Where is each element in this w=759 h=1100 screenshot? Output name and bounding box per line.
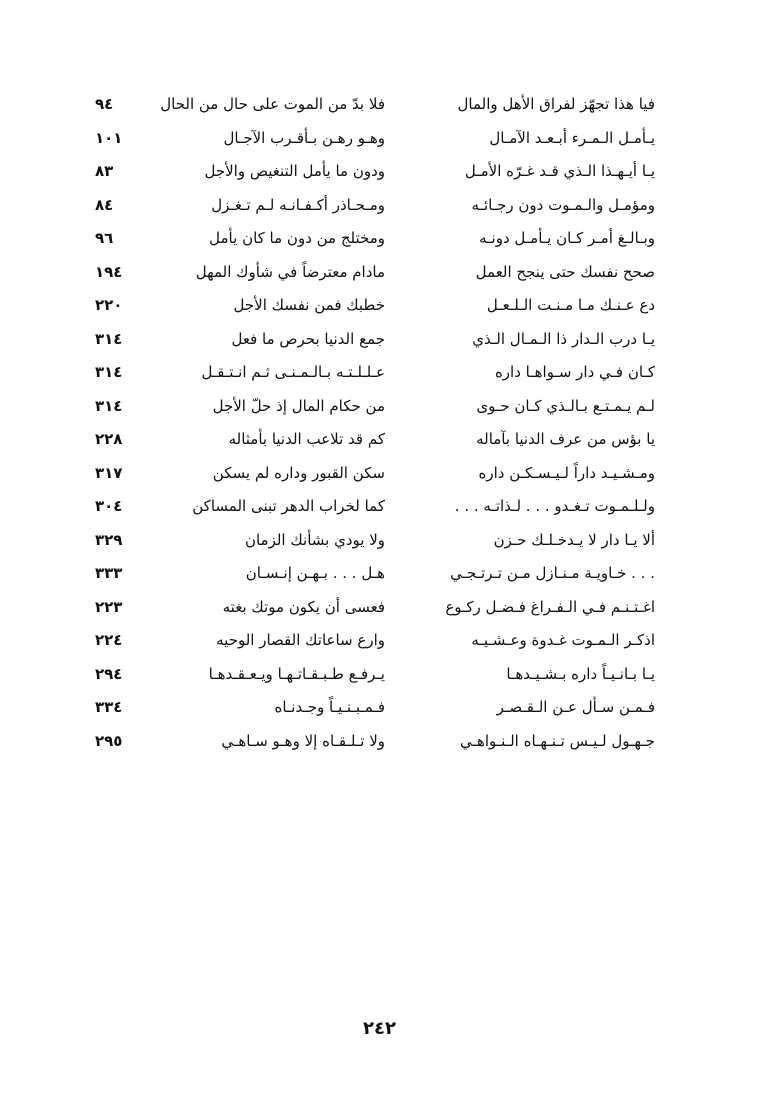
verse-line	[95, 222, 385, 256]
left-verse-column	[95, 88, 385, 758]
verse-text: ومـحـاذر أكـفـانـه لـم تـغـزل	[211, 195, 385, 214]
verse-line	[95, 725, 385, 759]
page-reference: ٣١٤	[95, 396, 123, 415]
page-number: ٢٤٢	[363, 1018, 396, 1039]
verse-text: يـا أيـهـذا الـذي قـد غـرّه الأمـل	[464, 162, 655, 180]
page-reference: ٩٤	[95, 95, 114, 113]
page-reference: ٣١٧	[95, 463, 123, 482]
verse-line	[95, 591, 385, 625]
verse-text: لـم يـمـتـع بـالـذي كـان حـوى	[476, 396, 655, 415]
verse-text: يـأمـل الـمـرء أبـعـد الآمـال	[489, 128, 655, 147]
page-reference: ٣٢٩	[95, 530, 123, 549]
verse-text: سكن القبور وداره لم يسكن	[212, 463, 385, 482]
verse-line	[415, 155, 655, 189]
verse-line	[415, 356, 655, 390]
page-reference: ٢٩٤	[95, 664, 123, 683]
verse-line	[95, 122, 385, 156]
verse-text: ولـلـمـوت تـغـدو . . . لـذاتـه . . .	[454, 497, 655, 515]
verse-text: كما لخراب الدهر تبنى المساكن	[192, 497, 385, 515]
verse-line	[415, 390, 655, 424]
verse-text: عـلـلـتـه بـالـمـنـى ثـم انـتـقـل	[201, 363, 385, 381]
page-reference: ١٩٤	[95, 262, 123, 281]
verse-line	[415, 222, 655, 256]
verse-text: هـل . . . بـهـن إنـسـان	[245, 564, 385, 582]
verse-text: ومـشـيـد داراً لـيـسـكـن داره	[478, 463, 655, 482]
verse-text: ومختلج من دون ما كان يأمل	[209, 229, 385, 247]
verse-line	[95, 155, 385, 189]
verse-text: ومؤمـل والـمـوت دون رجـائـه	[471, 195, 655, 214]
verse-line	[95, 289, 385, 323]
verse-text: ألا يـا دار لا يـدخـلـك حـزن	[493, 530, 655, 549]
verse-line	[415, 189, 655, 223]
verse-line	[95, 189, 385, 223]
verse-line	[415, 591, 655, 625]
verse-line	[95, 557, 385, 591]
verse-line	[95, 256, 385, 290]
verse-line	[95, 323, 385, 357]
verse-text: يـرفـع طـبـقـاتـهـا ويـعـقـدهـا	[208, 664, 385, 683]
verse-line	[415, 624, 655, 658]
page-reference: ٢٢٤	[95, 631, 123, 649]
verse-text: كـان فـي دار سـواهـا داره	[494, 363, 655, 381]
page-reference: ٢٢٨	[95, 430, 123, 448]
verse-line	[415, 122, 655, 156]
verse-line	[95, 691, 385, 725]
page-reference: ٣٣٤	[95, 698, 123, 716]
verse-text: يـا درب الـدار ذا الـمـال الـذي	[472, 329, 655, 348]
verse-line	[415, 289, 655, 323]
verse-text: يـا بـانـيـاً داره بـشـيـدهـا	[506, 664, 655, 683]
verse-line	[415, 323, 655, 357]
verse-line	[95, 658, 385, 692]
verse-line	[95, 356, 385, 390]
verse-text: يا بؤس من عرف الدنيا بآماله	[476, 430, 655, 448]
verse-text: صحح نفسك حتى ينجح العمل	[475, 262, 655, 281]
verse-text: ودون ما يأمل التنغيص والأجل	[204, 162, 385, 180]
verse-line	[95, 490, 385, 524]
verse-text: ولا يودي بشأنك الزمان	[244, 530, 385, 549]
page-reference: ٢٢٣	[95, 597, 123, 616]
verse-text: وارع ساعاتك القصار الوحيه	[216, 631, 385, 649]
verse-text: فـمـبـنـيـاً وجـدنـاه	[274, 698, 385, 716]
verse-text: . . . خـاويـة مـنـازل مـن تـرتـجـي	[450, 564, 655, 582]
verse-line	[415, 490, 655, 524]
verse-text: فعسى أن يكون موتك بغته	[222, 597, 385, 616]
page-reference: ٣١٤	[95, 329, 123, 348]
page-reference: ٢٩٥	[95, 731, 123, 750]
verse-line	[415, 725, 655, 759]
page-reference: ٩٦	[95, 229, 114, 247]
verse-text: اذكـر الـمـوت غـدوة وعـشـيـه	[471, 631, 655, 649]
verse-text: ولا تـلـقـاه إلا وهـو سـاهـي	[221, 731, 385, 750]
page-reference: ١٠١	[95, 128, 123, 147]
verse-line	[95, 457, 385, 491]
verse-text: فيا هذا تجهّز لفراق الأهل والمال	[457, 95, 655, 113]
verse-line	[95, 624, 385, 658]
verse-line	[415, 691, 655, 725]
verse-text: جمع الدنيا بحرص ما فعل	[231, 329, 385, 348]
verse-line	[95, 390, 385, 424]
verse-line	[95, 524, 385, 558]
page-reference: ٣٠٤	[95, 497, 123, 515]
verse-text: وبـالـغ أمـر كـان يـأمـل دونـه	[479, 229, 655, 247]
verse-line	[415, 557, 655, 591]
verse-line	[415, 524, 655, 558]
verse-text: جـهـول لـيـس تـنـهـاه الـنـواهـي	[460, 731, 655, 750]
verse-text: خطبك فمن نفسك الأجل	[233, 296, 385, 314]
verse-line	[415, 256, 655, 290]
right-verse-column	[415, 88, 655, 758]
page-reference: ٣٣٣	[95, 564, 123, 582]
verse-line	[415, 457, 655, 491]
page-reference: ٢٢٠	[95, 296, 123, 314]
verse-line	[95, 423, 385, 457]
verse-text: من حكام المال إذ حلّ الأجل	[212, 396, 385, 415]
verse-line	[95, 88, 385, 122]
page-reference: ٣١٤	[95, 363, 123, 381]
verse-text: فلا بدّ من الموت على حال من الحال	[160, 95, 385, 113]
page-reference: ٨٣	[95, 162, 114, 180]
verse-text: كم قد تلاعب الدنيا بأمثاله	[228, 430, 385, 448]
page-reference: ٨٤	[95, 195, 114, 214]
verse-text: اغـتـنـم فـي الـفـراغ فـضـل ركـوع	[445, 597, 655, 616]
verse-line	[415, 658, 655, 692]
verse-line	[415, 88, 655, 122]
verse-text: دع عـنـك مـا مـنـت الـلـعـل	[486, 296, 655, 314]
verse-line	[415, 423, 655, 457]
verse-text: فـمـن سـأل عـن الـقـصـر	[496, 698, 655, 716]
verse-text: مادام معترضاً في شأوك المهل	[195, 262, 385, 281]
verse-text: وهـو رهـن بـأقـرب الآجـال	[223, 128, 385, 147]
